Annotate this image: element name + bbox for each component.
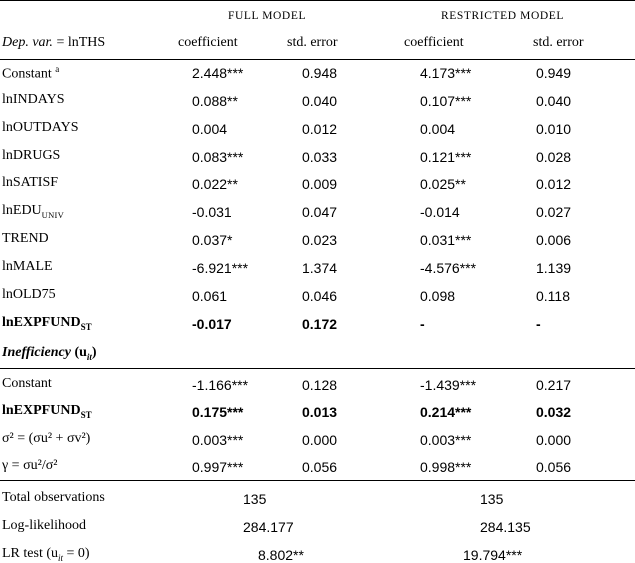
cell-s1: 0.046 [302,288,338,304]
cell-s2: 0.040 [536,93,572,109]
cell-c1: -0.031 [192,204,232,220]
cell-c1: 0.004 [192,121,228,137]
stat-label-sub: it [58,552,64,563]
inefficiency-close: ) [91,345,97,360]
stat-label-text: Total observations [2,490,105,505]
cell-s1: 0.047 [302,204,338,220]
cell-c2: 0.214*** [420,404,472,420]
row-label [2,403,92,420]
row-label-text: TREND [2,231,49,246]
cell-s1: 0.040 [302,93,338,109]
stat-label [2,518,86,534]
stat-full: 284.177 [243,519,294,535]
row-label-sup: a [55,64,60,74]
cell-s2: 0.949 [536,65,572,81]
cell-c1: -0.017 [192,316,232,332]
dep-var-italic: Dep. var. [2,35,53,50]
cell-c1: 0.088** [192,93,238,109]
row-label [2,431,90,447]
cell-c2: 0.098 [420,288,456,304]
row-label [2,315,92,332]
cell-c2: 0.107*** [420,93,472,109]
cell-c1: -6.921*** [192,260,249,276]
cell-c1: 2.448*** [192,65,244,81]
stat-full: 8.802** [258,547,304,563]
cell-c2: 0.025** [420,176,466,192]
stat-label-text: LR test (u [2,546,58,561]
row-label-text: σ² = (σu² + σv²) [2,431,91,446]
header-rule [0,59,635,60]
row-label [2,203,64,220]
row-label-sub: ST [80,409,92,420]
row-label-text: lnSATISF [2,175,59,190]
row-label [2,458,57,474]
stats-rule [0,480,635,481]
cell-c1: 0.022** [192,176,238,192]
row-label [2,287,56,303]
cell-c1: 0.003*** [192,432,244,448]
inefficiency-rule [0,368,635,369]
cell-s1: 0.948 [302,65,338,81]
row-label [2,64,59,83]
cell-s2: 0.032 [536,404,572,420]
stat-label-text: Log-likelihood [2,518,86,533]
col-stderror-full: std. error [287,35,338,50]
stat-restricted: 19.794*** [463,547,523,563]
row-label-text: lnOUTDAYS [2,120,79,135]
row-label-sub: UNIV [41,209,65,220]
full-model-header: FULL MODEL [228,10,307,22]
cell-c2: -4.576*** [420,260,477,276]
cell-s1: 0.172 [302,316,338,332]
cell-c1: 0.175*** [192,404,244,420]
cell-s1: 0.012 [302,121,338,137]
cell-c2: - [420,316,425,332]
col-coefficient-full: coefficient [178,35,238,50]
cell-s2: - [536,316,541,332]
stat-restricted: 135 [480,491,504,507]
inefficiency-label: Inefficiency [2,345,71,360]
inefficiency-heading [2,345,97,362]
row-label-sub: ST [80,321,92,332]
stat-label [2,490,105,506]
cell-s2: 0.006 [536,232,572,248]
stat-full: 135 [243,491,267,507]
cell-s2: 0.056 [536,459,572,475]
cell-c2: 0.121*** [420,149,472,165]
inefficiency-paren: (u [70,345,87,360]
stat-label [2,546,90,563]
stat-restricted: 284.135 [480,519,531,535]
cell-c1: 0.997*** [192,459,244,475]
cell-s1: 0.023 [302,232,338,248]
stat-label-end: = 0) [63,546,90,561]
cell-c2: -0.014 [420,204,460,220]
col-coefficient-restricted: coefficient [404,35,464,50]
row-label-text: lnDRUGS [2,148,61,163]
cell-c2: 4.173*** [420,65,472,81]
col-stderror-restricted: std. error [533,35,584,50]
cell-c1: -1.166*** [192,377,249,393]
cell-s2: 0.010 [536,121,572,137]
row-label [2,92,65,108]
row-label-text: lnMALE [2,259,53,274]
cell-c2: 0.031*** [420,232,472,248]
cell-s2: 0.217 [536,377,572,393]
cell-c1: 0.083*** [192,149,244,165]
cell-c2: 0.004 [420,121,456,137]
restricted-model-header: RESTRICTED MODEL [441,10,564,22]
cell-s1: 0.033 [302,149,338,165]
cell-c2: 0.998*** [420,459,472,475]
row-label-text: Constant [2,66,56,82]
cell-s2: 1.139 [536,260,572,276]
cell-s1: 0.128 [302,377,338,393]
top-rule [0,0,635,1]
row-label [2,120,79,136]
cell-c1: 0.061 [192,288,228,304]
cell-c1: 0.037* [192,232,233,248]
row-label [2,231,49,247]
dep-var-label [2,35,105,51]
cell-s1: 1.374 [302,260,338,276]
row-label [2,148,60,164]
cell-c2: 0.003*** [420,432,472,448]
cell-s2: 0.027 [536,204,572,220]
row-label-text: lnOLD75 [2,287,56,302]
cell-s1: 0.056 [302,459,338,475]
cell-s1: 0.009 [302,176,338,192]
row-label [2,259,53,275]
cell-s2: 0.118 [536,288,570,304]
cell-c2: -1.439*** [420,377,477,393]
row-label-text: Constant [2,376,52,391]
row-label-text: lnEXPFUND [2,315,81,330]
cell-s1: 0.000 [302,432,338,448]
inefficiency-sub: it [86,351,92,362]
row-label-text: lnEDU [2,203,42,218]
row-label-text: γ = σu²/σ² [2,458,58,473]
cell-s1: 0.013 [302,404,338,420]
row-label-text: lnINDAYS [2,92,65,107]
row-label [2,376,52,392]
cell-s2: 0.012 [536,176,572,192]
row-label [2,175,58,191]
row-label-text: lnEXPFUND [2,403,81,418]
cell-s2: 0.000 [536,432,572,448]
dep-var-value: = lnTHS [52,35,106,50]
cell-s2: 0.028 [536,149,572,165]
